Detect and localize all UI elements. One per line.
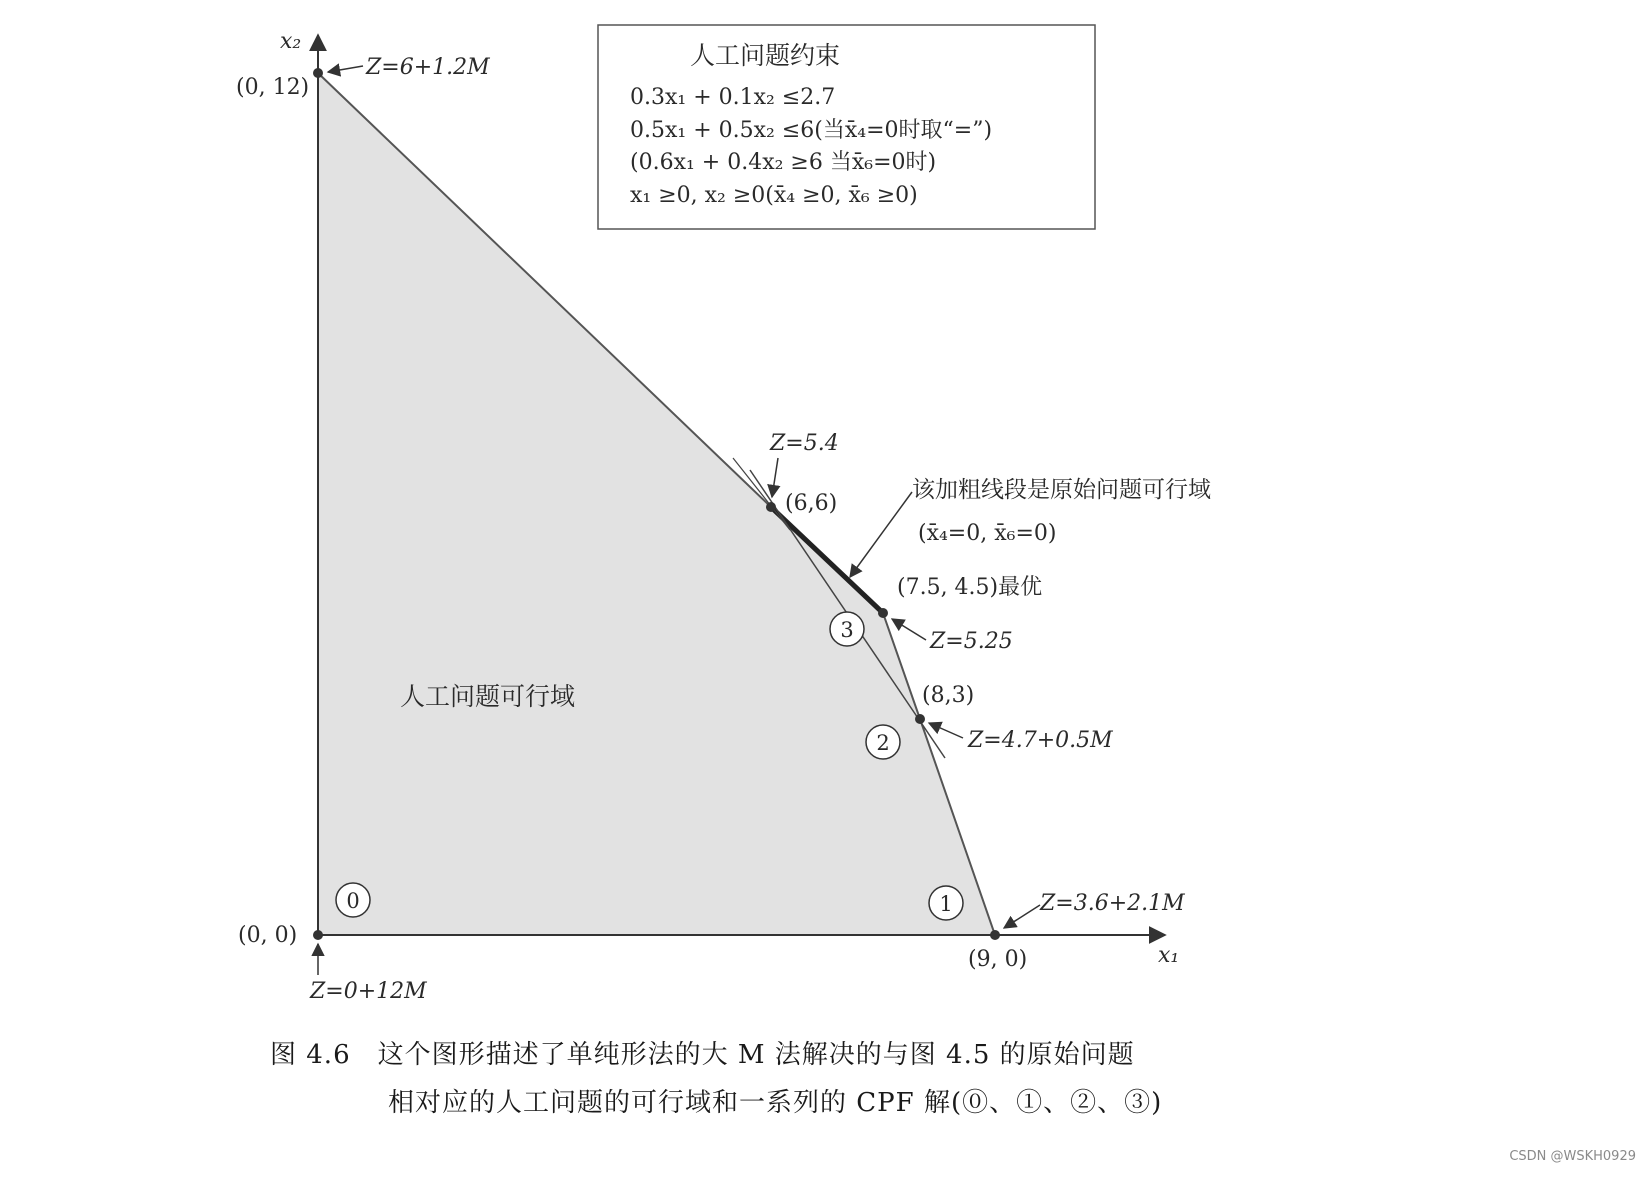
- cpf-marker-3: 3: [840, 618, 854, 642]
- bold-segment-note-line1: 该加粗线段是原始问题可行域: [912, 477, 1211, 503]
- constraint-line-2: 0.5x₁ + 0.5x₂ ≤6(当x̄₄=0时取“=”): [630, 118, 993, 143]
- cpf-marker-0: 0: [346, 889, 360, 913]
- vertex-8-3: [915, 714, 925, 724]
- constraints-title: 人工问题约束: [690, 41, 841, 70]
- z-arrow-6-6: [772, 458, 778, 497]
- vertex-0-0: [313, 930, 323, 940]
- constraint-line-3: (0.6x₁ + 0.4x₂ ≥6 当x̄₆=0时): [630, 150, 937, 175]
- cpf-marker-2: 2: [876, 731, 890, 755]
- z-arrow-0-12: [328, 66, 363, 72]
- constraint-line-1: 0.3x₁ + 0.1x₂ ≤2.7: [630, 85, 836, 110]
- z-arrow-9-0: [1004, 905, 1040, 928]
- z-arrow-7.5-4.5: [892, 619, 926, 640]
- caption-line-1: 图 4.6 这个图形描述了单纯形法的大 M 法解决的与图 4.5 的原始问题: [270, 1040, 1135, 1070]
- z-value-9-0: Z=3.6+2.1M: [1040, 891, 1185, 916]
- bold-segment-note-line2: (x̄₄=0, x̄₆=0): [918, 521, 1057, 546]
- label-point-6-6: (6,6): [785, 491, 838, 516]
- label-point-0-12: (0, 12): [236, 75, 310, 100]
- constraint-line-4: x₁ ≥0, x₂ ≥0(x̄₄ ≥0, x̄₆ ≥0): [630, 183, 918, 208]
- label-point-9-0: (9, 0): [968, 947, 1028, 972]
- z-value-8-3: Z=4.7+0.5M: [968, 728, 1113, 753]
- vertex-0-12: [313, 68, 323, 78]
- label-point-8-3: (8,3): [922, 683, 975, 708]
- z-value-6-6: Z=5.4: [770, 431, 839, 456]
- vertex-7.5-4.5: [878, 608, 888, 618]
- watermark: CSDN @WSKH0929: [1509, 1149, 1636, 1164]
- y-axis-label: x₂: [280, 29, 302, 54]
- vertex-6-6: [766, 502, 776, 512]
- z-value-7.5-4.5: Z=5.25: [930, 629, 1013, 654]
- caption-line-2: 相对应的人工问题的可行域和一系列的 CPF 解(⓪、①、②、③): [388, 1088, 1163, 1118]
- label-point-0-0: (0, 0): [238, 923, 298, 948]
- region-label: 人工问题可行域: [400, 682, 576, 711]
- label-point-7.5-4.5: (7.5, 4.5)最优: [897, 575, 1043, 600]
- bold-segment-note-arrow: [850, 492, 912, 577]
- z-value-0-12: Z=6+1.2M: [366, 55, 490, 80]
- x-axis-label: x₁: [1158, 943, 1180, 968]
- cpf-marker-1: 1: [939, 892, 953, 916]
- vertex-9-0: [990, 930, 1000, 940]
- z-arrow-8-3: [929, 723, 963, 738]
- z-value-0-0: Z=0+12M: [310, 979, 427, 1004]
